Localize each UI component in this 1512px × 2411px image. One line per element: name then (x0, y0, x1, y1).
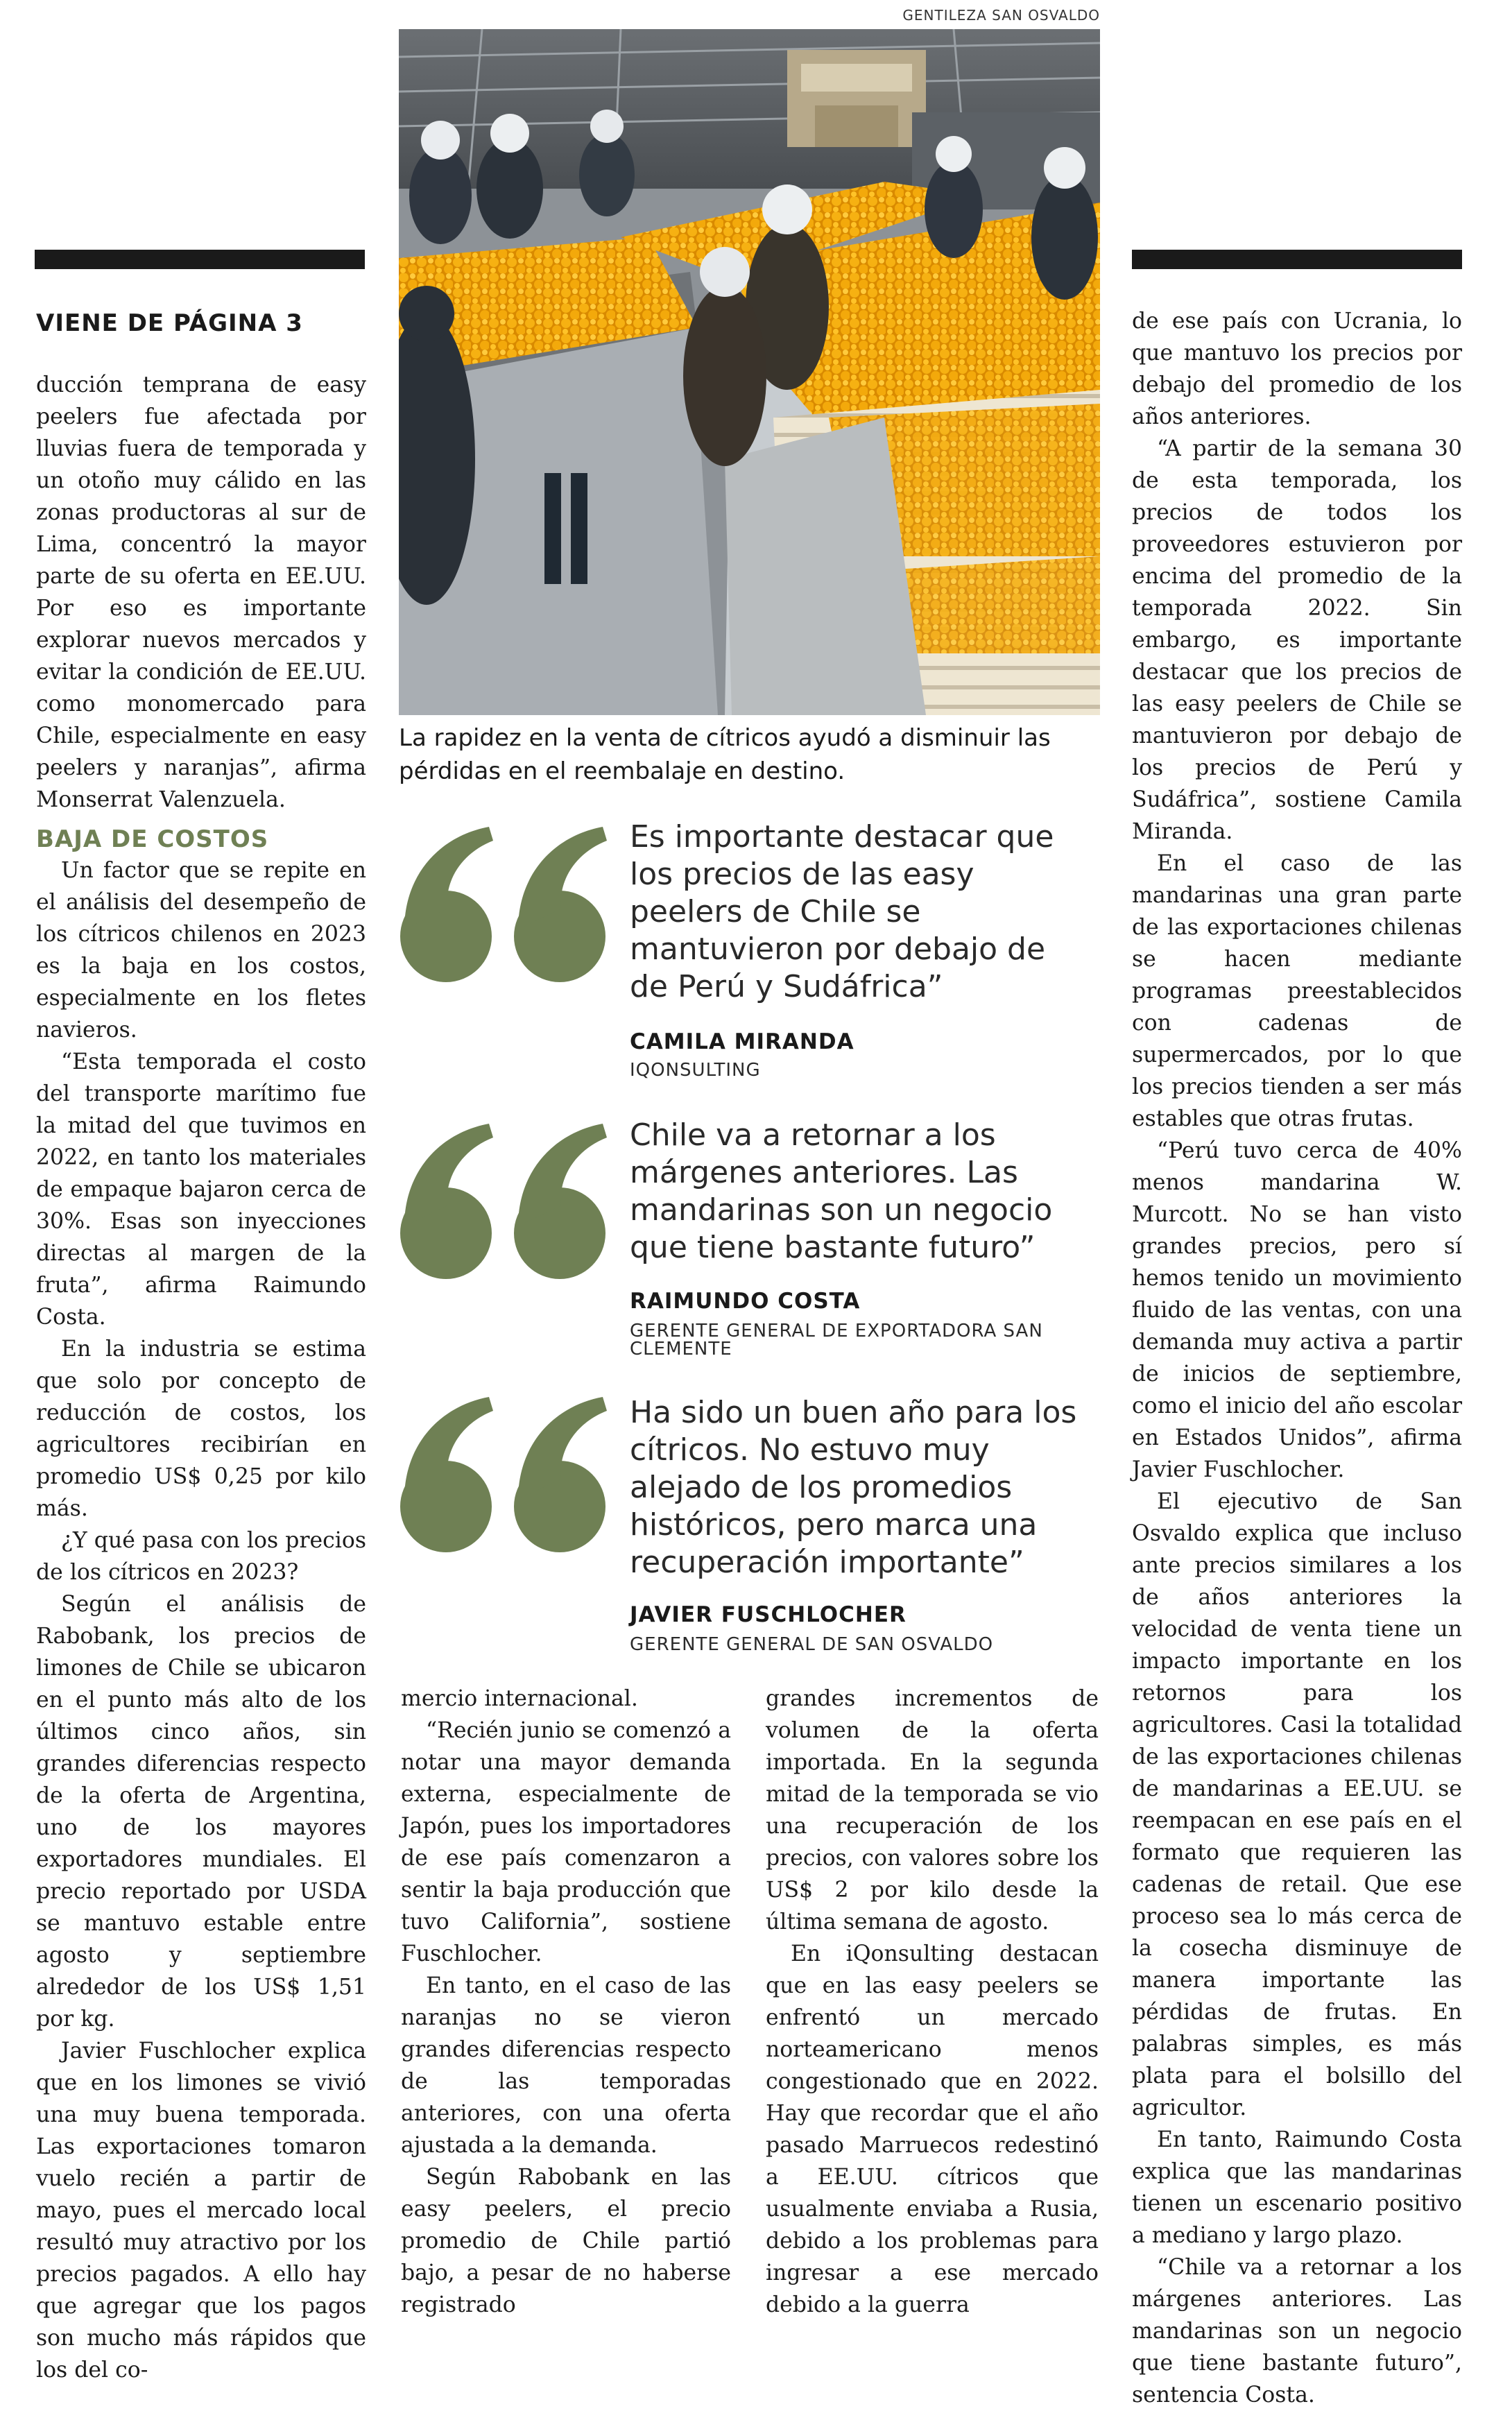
column-rule-left (35, 250, 365, 269)
pull-quote-text: Chile va a retornar a los márgenes anteriores. Las mandarinas son un negocio que tiene bastante futuro” (630, 1117, 1053, 1265)
quote-mark-icon (399, 825, 614, 988)
pull-quote-text: Es importante destacar que los precios de las easy peelers de Chile se mantuvieron por debajo de de Perú y Sudáfrica” (630, 819, 1054, 1004)
pull-quote-role: IQONSULTING (630, 1060, 761, 1081)
article-paragraph: El ejecutivo de San Osvaldo explica que incluso ante precios similares a los de años anteriores la velocidad de venta tiene un impacto importante en los retornos para los agricultores. Casi la totalidad de las exportaciones chilenas de mandarinas a EE.UU. se reempacan en ese país en el formato que requieren las cadenas de retail. Que ese proceso sea lo más cerca de la cosecha disminuye de manera importante las pérdidas de frutas. En palabras simples, es más plata para el bolsillo del agricultor. (1132, 1489, 1462, 2120)
section-subhead: BAJA DE COSTOS (36, 825, 269, 853)
article-paragraph: Según Rabobank en las easy peelers, el precio promedio de Chile partió bajo, a pesar de no haberse registrado (401, 2165, 731, 2317)
article-column-2 (401, 1683, 731, 2321)
article-paragraph: “Esta temporada el costo del transporte marítimo fue la mitad del que tuvimos en 2022, en tanto los materiales de empaque bajaron cerca de 30%. Esas son inyecciones directas al margen de la fruta”, afirma Raimundo Costa. (36, 1049, 366, 1330)
article-paragraph: de ese país con Ucrania, lo que mantuvo los precios por debajo del promedio de los años anteriores. (1132, 309, 1462, 429)
article-column-4 (1132, 305, 1462, 2411)
article-column-3 (766, 1683, 1099, 2321)
pull-quote-text: Ha sido un buen año para los cítricos. No estuvo muy alejado de los promedios históricos, pero marca una recuperación importante” (630, 1395, 1077, 1580)
article-paragraph: “Perú tuvo cerca de 40% menos mandarina W. Murcott. No se han visto grandes precios, pero sí hemos tenido un movimiento fluido de las ventas, con una demanda muy activa a partir de inicios de septiembre, como el inicio del año escolar en Estados Unidos”, afirma Javier Fuschlocher. (1132, 1138, 1462, 1482)
article-paragraph: En tanto, Raimundo Costa explica que las mandarinas tienen un escenario positivo a mediano y largo plazo. (1132, 2127, 1462, 2248)
pull-quote-role: GERENTE GENERAL DE SAN OSVALDO (630, 1634, 994, 1655)
pull-quote-role: GERENTE GENERAL DE EXPORTADORA SAN CLEMENTE (630, 1321, 1043, 1359)
article-paragraph: mercio internacional. (401, 1686, 638, 1711)
article-paragraph: “Chile va a retornar a los márgenes anteriores. Las mandarinas son un negocio que tiene bastante futuro”, sentencia Costa. (1132, 2255, 1462, 2408)
article-paragraph: “Recién junio se comenzó a notar una mayor demanda externa, especialmente de Japón, pues los importadores de ese país comenzaron a sentir la baja producción que tuvo California”, sostiene Fuschlocher. (401, 1718, 731, 1966)
kicker-viene-de-pagina: VIENE DE PÁGINA 3 (36, 309, 303, 337)
article-paragraph: “A partir de la semana 30 de esta temporada, los precios de todos los proveedores estuvieron por encima del promedio de la temporada 2022. Sin embargo, es importante destacar que los precios de las easy peelers de Chile se mantuvieron por debajo de los precios de Perú y Sudáfrica”, sostiene Camila Miranda. (1132, 436, 1462, 844)
article-paragraph: En la industria se estima que solo por concepto de reducción de costos, los agricultores recibirían en promedio US$ 0,25 por kilo más. (36, 1337, 366, 1521)
article-paragraph: En el caso de las mandarinas una gran parte de las exportaciones chilenas se hacen mediante programas preestablecidos con cadenas de supermercados, por lo que los precios tienden a ser más estables que otras frutas. (1132, 851, 1462, 1131)
pull-quote-name: CAMILA MIRANDA (630, 1029, 854, 1054)
article-paragraph: grandes incrementos de volumen de la oferta importada. En la segunda mitad de la temporada se vio una recuperación de los precios, con valores sobre los US$ 2 por kilo desde la última semana de agosto. (766, 1686, 1099, 1934)
photo-credit: GENTILEZA SAN OSVALDO (902, 7, 1100, 24)
citrus-packing-photo (399, 29, 1100, 715)
article-paragraph: ducción temprana de easy peelers fue afectada por lluvias fuera de temporada y un otoño muy cálido en las zonas productoras al sur de Lima, concentró la mayor parte de su oferta en EE.UU. Por eso es importante explorar nuevos mercados y evitar la condición de EE.UU. como monomercado para Chile, especialmente en easy peelers y naranjas”, afirma Monserrat Valenzuela. (36, 372, 366, 812)
quote-mark-icon (399, 1396, 614, 1559)
pull-quote-name: RAIMUNDO COSTA (630, 1289, 861, 1314)
article-paragraph: Según el análisis de Rabobank, los precios de limones de Chile se ubicaron en el punto más alto de los últimos cinco años, sin grandes diferencias respecto de la oferta de Argentina, uno de los mayores exportadores mundiales. El precio reportado por USDA se mantuvo estable entre agosto y septiembre alrededor de los US$ 1,51 por kg. (36, 1592, 366, 2032)
article-column-1 (36, 369, 366, 2386)
article-paragraph: En iQonsulting destacan que en las easy peelers se enfrentó un mercado norteamericano menos congestionado que en 2022. Hay que recordar que el año pasado Marruecos redestinó a EE.UU. cítricos que usualmente enviaba a Rusia, debido a los problemas para ingresar a ese mercado debido a la guerra (766, 1941, 1099, 2317)
article-paragraph: ¿Y qué pasa con los precios de los cítricos en 2023? (36, 1528, 366, 1585)
article-paragraph: En tanto, en el caso de las naranjas no se vieron grandes diferencias respecto de las temporadas anteriores, con una oferta ajustada a la demanda. (401, 1973, 731, 2158)
photo-caption: La rapidez en la venta de cítricos ayudó a disminuir las pérdidas en el reembalaje en destino. (399, 724, 1051, 785)
column-rule-right (1132, 250, 1462, 269)
pull-quote-name: JAVIER FUSCHLOCHER (630, 1602, 907, 1627)
article-paragraph: Javier Fuschlocher explica que en los limones se vivió una muy buena temporada. Las exportaciones tomaron vuelo recién a partir de mayo, pues el mercado local resultó muy atractivo por los precios pagados. A ello hay que agregar que los pagos son mucho más rápidos que los del co- (36, 2039, 366, 2383)
article-paragraph: Un factor que se repite en el análisis del desempeño de los cítricos chilenos en 2023 es la baja en los costos, especialmente en los fletes navieros. (36, 858, 366, 1043)
quote-mark-icon (399, 1122, 614, 1285)
